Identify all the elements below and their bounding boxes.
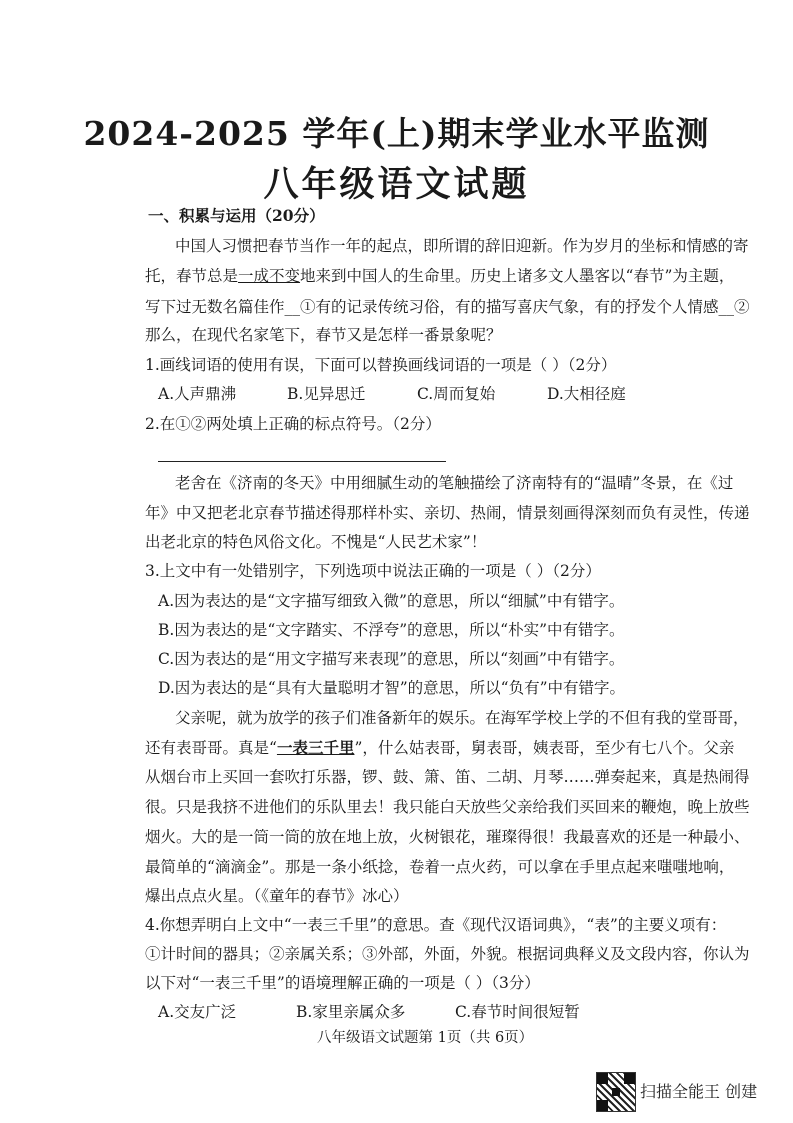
question-3-option-a: A.因为表达的是“文字描写细致入微”的意思，所以“细腻”中有错字。 bbox=[158, 592, 625, 610]
exam-title: 2024-2025 学年(上)期末学业水平监测 bbox=[83, 114, 710, 153]
question-2-stem: 2.在①②两处填上正确的标点符号。（2分） bbox=[145, 415, 441, 433]
answer-blank-line bbox=[158, 461, 446, 462]
passage3-line5: 烟火。大的是一筒一筒的放在地上放，火树银花，璀璨得很！我最喜欢的还是一种最小、 bbox=[145, 828, 750, 846]
question-1-option-d: D.大相径庭 bbox=[547, 385, 626, 403]
passage2-line1: 老舍在《济南的冬天》中用细腻生动的笔触描绘了济南特有的“温晴”冬景，在《过 bbox=[175, 474, 734, 492]
page-footer: 八年级语文试题第 1页（共 6页） bbox=[317, 1030, 534, 1046]
passage1-line2 bbox=[145, 266, 734, 286]
question-4-line3: 以下对“一表三千里”的语境理解正确的一项是（ ）（3分） bbox=[145, 974, 540, 992]
scanner-watermark: 扫描全能王 创建 bbox=[640, 1082, 758, 1101]
passage2-line2: 年》中又把老北京春节描述得那样朴实、亲切、热闹，情景刻画得深刻而负有灵性，传递 bbox=[145, 504, 750, 522]
passage3-line1: 父亲呢，就为放学的孩子们准备新年的娱乐。在海军学校上学的不但有我的堂哥哥， bbox=[175, 709, 749, 727]
passage3-line2-pre: 还有表哥哥。真是“ bbox=[145, 739, 277, 757]
underlined-idiom: 一表三千里 bbox=[276, 738, 355, 757]
passage3-line2-post: ”，什么姑表哥，舅表哥，姨表哥，至少有七八个。父亲 bbox=[354, 739, 735, 757]
question-1-option-a: A.人声鼎沸 bbox=[158, 385, 237, 403]
question-1-option-c: C.周而复始 bbox=[417, 385, 496, 403]
question-3-stem: 3.上文中有一处错别字，下列选项中说法正确的一项是（ ）（2分） bbox=[145, 562, 601, 580]
section-heading: 一、积累与运用（20分） bbox=[148, 206, 325, 225]
question-3-option-b: B.因为表达的是“文字踏实、不浮夸”的意思，所以“朴实”中有错字。 bbox=[158, 621, 625, 639]
passage1-line3: 写下过无数名篇佳作__①有的记录传统习俗，有的描写喜庆气象，有的抒发个人情感__② bbox=[145, 298, 750, 316]
question-4-line1: 4.你想弄明白上文中“一表三千里”的意思。查《现代汉语词典》，“表”的主要义项有： bbox=[145, 916, 727, 934]
question-1-option-b: B.见异思迁 bbox=[287, 385, 366, 403]
question-3-option-c: C.因为表达的是“用文字描写来表现”的意思，所以“刻画”中有错字。 bbox=[158, 650, 625, 668]
question-3-option-d: D.因为表达的是“具有大量聪明才智”的意思，所以“负有”中有错字。 bbox=[158, 679, 626, 697]
qr-code-icon bbox=[596, 1072, 636, 1112]
passage1-line4: 那么，在现代名家笔下，春节又是怎样一番景象呢？ bbox=[145, 326, 502, 344]
question-4-option-b: B.家里亲属众多 bbox=[296, 1003, 406, 1021]
passage2-line3: 出老北京的特色风俗文化。不愧是“人民艺术家”！ bbox=[145, 533, 487, 551]
passage3-line4: 很。只是我挤不进他们的乐队里去！我只能白天放些父亲给我们买回来的鞭炮，晚上放些 bbox=[145, 798, 750, 816]
question-4-option-c: C.春节时间很短暂 bbox=[455, 1003, 580, 1021]
passage1-line2-pre: 托，春节总是 bbox=[145, 267, 239, 285]
underlined-phrase: 一成不变 bbox=[238, 267, 301, 285]
question-4-option-a: A.交友广泛 bbox=[158, 1003, 237, 1021]
passage1-line2-post: 地来到中国人的生命里。历史上诸多文人墨客以“春节”为主题， bbox=[300, 267, 735, 285]
passage3-line2 bbox=[145, 738, 734, 758]
passage3-line3: 从烟台市上买回一套吹打乐器，锣、鼓、箫、笛、二胡、月琴……弹奏起来，真是热闹得 bbox=[145, 768, 750, 786]
exam-subtitle: 八年级语文试题 bbox=[263, 164, 530, 205]
question-4-line2: ①计时间的器具；②亲属关系；③外部，外面，外貌。根据词典释义及文段内容，你认为 bbox=[145, 945, 750, 963]
passage1-line1: 中国人习惯把春节当作一年的起点，即所谓的辞旧迎新。作为岁月的坐标和情感的寄 bbox=[175, 237, 749, 255]
passage3-line6: 最简单的“滴滴金”。那是一条小纸捻，卷着一点火药，可以拿在手里点起来嗤嗤地响， bbox=[145, 858, 735, 876]
question-1-stem: 1.画线词语的使用有误，下面可以替换画线词语的一项是（ ）（2分） bbox=[145, 356, 617, 374]
passage3-line7: 爆出点点火星。（《童年的春节》冰心） bbox=[145, 887, 409, 905]
